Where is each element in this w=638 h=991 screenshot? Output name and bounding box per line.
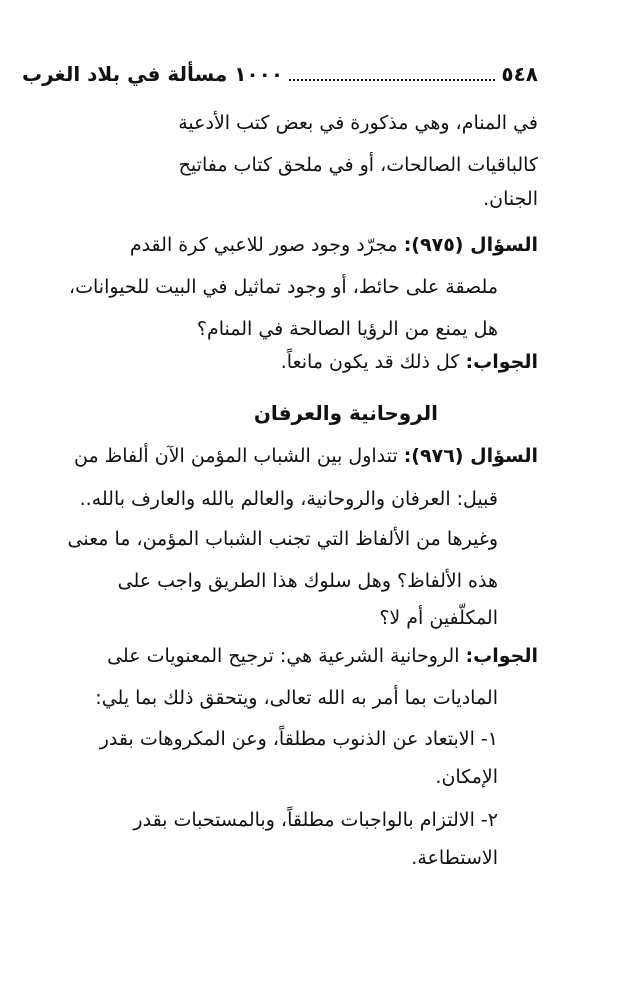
question-line: هل يمنع من الرؤيا الصالحة في المنام؟: [196, 318, 498, 340]
question-text: تتداول بين الشباب المؤمن الآن ألفاظ من: [73, 445, 398, 467]
continuation-line: في المنام، وهي مذكورة في بعض كتب الأدعية: [178, 112, 538, 134]
question-line: ملصقة على حائط، أو وجود تماثيل في البيت للحيوانات،: [68, 276, 498, 298]
question-975-first-line: [130, 230, 538, 260]
question-line: هذه الألفاظ؟ وهل سلوك هذا الطريق واجب على: [117, 570, 498, 592]
question-line: وغيرها من الألفاظ التي تجنب الشباب المؤمن، ما معنى: [67, 528, 498, 550]
page-header: [22, 62, 538, 86]
answer-text: كل ذلك قد يكون مانعاً.: [280, 351, 460, 373]
question-976-first-line: [74, 441, 538, 471]
answer-976-first-line: [107, 641, 538, 671]
question-label: السؤال (٩٧٦):: [403, 445, 538, 467]
question-line: قبيل: العرفان والروحانية، والعالم بالله والعارف بالله..: [79, 488, 498, 510]
running-title: [22, 62, 501, 86]
answer-line: الإمكان.: [435, 766, 498, 788]
answer-list-item: ١- الابتعاد عن الذنوب مطلقاً، وعن المكروهات بقدر: [99, 728, 498, 750]
continuation-line: كالباقيات الصالحات، أو في ملحق كتاب مفاتيح: [178, 154, 538, 176]
section-heading: الروحانية والعرفان: [253, 401, 438, 425]
answer-list-item: ٢- الالتزام بالواجبات مطلقاً، وبالمستحبات بقدر: [133, 809, 498, 831]
answer-line: الماديات بما أمر به الله تعالى، ويتحقق ذلك بما يلي:: [95, 687, 498, 709]
page-number: ٥٤٨: [501, 62, 538, 86]
question-label: السؤال (٩٧٥):: [403, 234, 538, 256]
answer-label: الجواب:: [465, 645, 538, 667]
answer-label: الجواب:: [465, 351, 538, 373]
answer-text: الروحانية الشرعية هي: ترجيح المعنويات على: [107, 645, 460, 667]
leader-dots: [289, 79, 495, 81]
continuation-line: الجنان.: [483, 188, 538, 210]
question-text: مجرّد وجود صور للاعبي كرة القدم: [129, 234, 398, 256]
question-line: المكلّفين أم لا؟: [379, 607, 498, 629]
answer-line: الاستطاعة.: [411, 847, 498, 869]
answer-975: [281, 347, 538, 377]
book-title: ١٠٠٠ مسألة في بلاد الغرب: [22, 62, 284, 86]
